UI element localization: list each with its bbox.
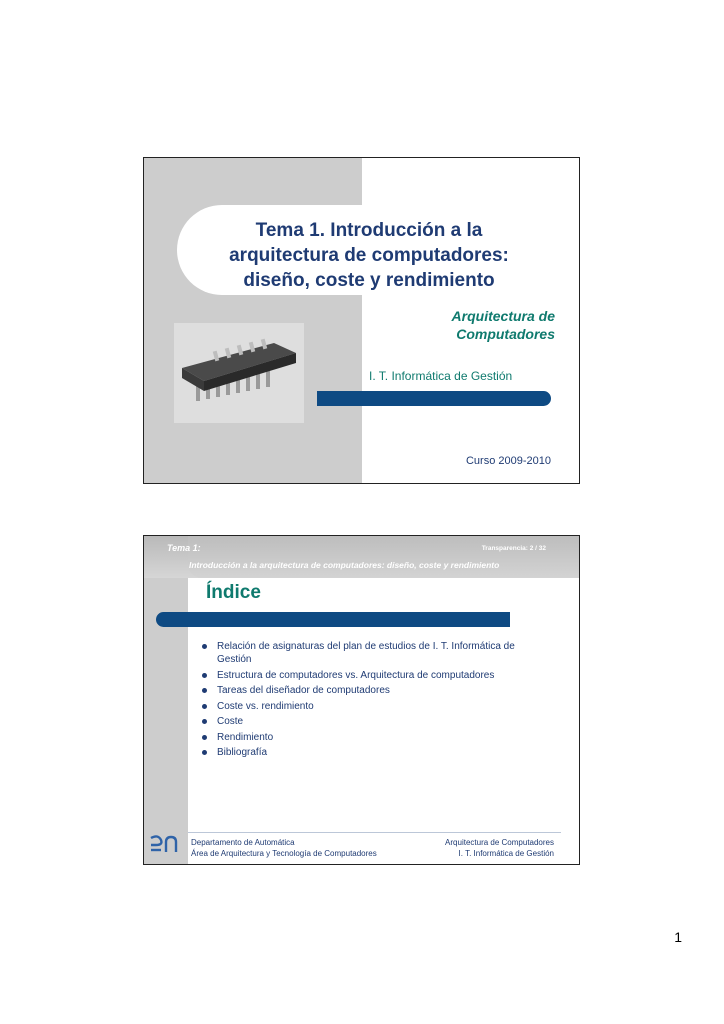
index-heading: Índice [206, 582, 261, 603]
department-name: Departamento de Automática [191, 838, 295, 847]
slide-title: Tema 1. Introducción a la arquitectura de computadores: diseño, coste y rendimiento [229, 220, 509, 291]
page-number: 1 [674, 929, 682, 945]
list-item: Coste vs. rendimiento [202, 700, 547, 713]
list-item: Rendimiento [202, 731, 547, 744]
index-slide [143, 535, 580, 865]
decorative-bar [156, 612, 510, 627]
footer-right [445, 837, 554, 859]
list-item: Bibliografía [202, 746, 547, 759]
list-item: Coste [202, 715, 547, 728]
subject-line-2: Computadores [456, 326, 555, 342]
bullet-icon [202, 750, 207, 755]
title-slide [143, 157, 580, 484]
list-item: Tareas del diseñador de computadores [202, 684, 547, 697]
department-logo-icon [148, 832, 182, 856]
footer-divider [188, 832, 561, 833]
degree-footer: I. T. Informática de Gestión [458, 849, 554, 858]
integrated-circuit-chip-icon [174, 323, 304, 423]
bullet-icon [202, 644, 207, 649]
degree-name: I. T. Informática de Gestión [369, 369, 513, 383]
subject-name [452, 307, 555, 343]
bullet-icon [202, 688, 207, 693]
bullet-icon [202, 673, 207, 678]
index-list [202, 640, 547, 762]
chip-image [174, 323, 304, 423]
list-item: Estructura de computadores vs. Arquitectura de computadores [202, 669, 547, 682]
slide-side-panel [144, 536, 188, 864]
bullet-icon [202, 735, 207, 740]
bullet-icon [202, 719, 207, 724]
slide-subtitle: Introducción a la arquitectura de computadores: diseño, coste y rendimiento [189, 560, 500, 570]
footer-left [191, 837, 377, 859]
course-year: Curso 2009-2010 [465, 455, 551, 467]
topic-label: Tema 1: [167, 543, 201, 553]
bullet-icon [202, 704, 207, 709]
subject-footer: Arquitectura de Computadores [445, 838, 554, 847]
list-item: Relación de asignaturas del plan de estudios de I. T. Informática de Gestión [202, 640, 547, 666]
area-name: Área de Arquitectura y Tecnología de Computadores [191, 849, 377, 858]
subject-line-1: Arquitectura de [451, 308, 555, 324]
slide-header-right [188, 536, 579, 578]
transparency-counter: Transparencia: 2 / 32 [481, 545, 546, 552]
decorative-bar [317, 391, 551, 406]
